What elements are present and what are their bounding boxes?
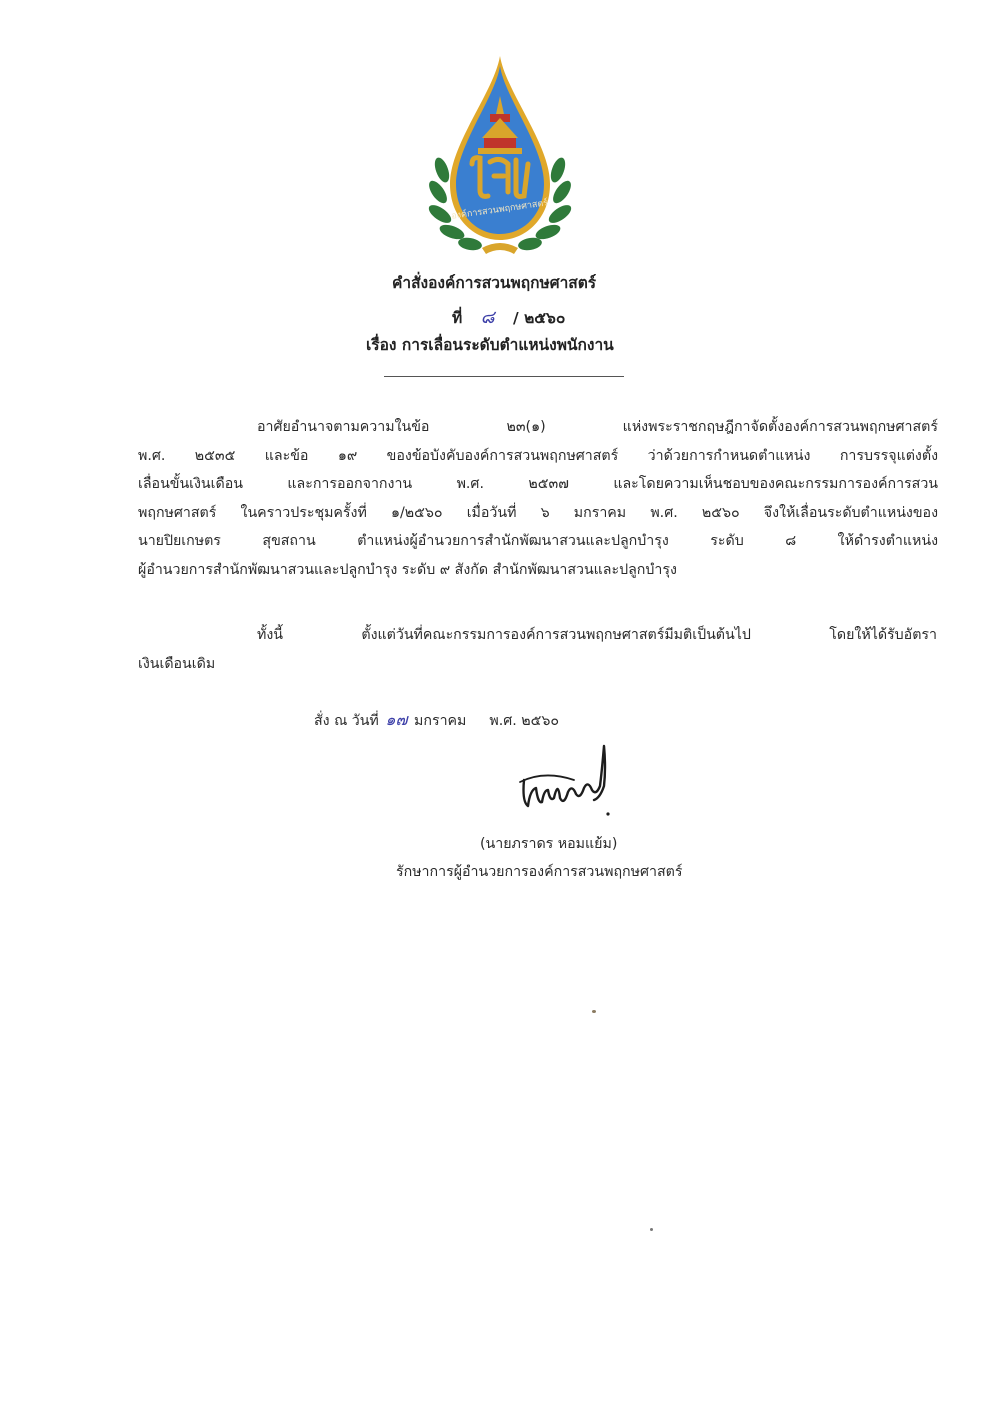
order-number-value: ๘ xyxy=(480,307,495,328)
paragraph-line: อาศัยอำนาจตามความในข้อ ๒๓(๑) แห่งพระราชกฤษฎีกาจัดตั้งองค์การสวนพฤกษศาสตร์ xyxy=(257,419,938,435)
paragraph-line: เลื่อนขั้นเงินเดือน และการออกจากงาน พ.ศ. ๒๕๓๗ และโดยความเห็นชอบของคณะกรรมการองค์การสวน xyxy=(138,476,938,493)
paragraph-line: เงินเดือนเดิม xyxy=(138,655,216,672)
date-month: มกราคม xyxy=(414,713,467,729)
paragraph-line: พฤกษศาสตร์ ในคราวประชุมครั้งที่ ๑/๒๕๖๐ เมื่อวันที่ ๖ มกราคม พ.ศ. ๒๕๖๐ จึงให้เลื่อนระดับตำแหน่งของ xyxy=(138,504,938,521)
date-prefix: สั่ง ณ วันที่ xyxy=(314,713,379,729)
scan-speck xyxy=(650,1228,653,1231)
emblem-text: องค์การสวนพฤกษศาสตร์ xyxy=(450,198,549,222)
order-date xyxy=(314,708,559,733)
royal-water-drop-emblem-icon xyxy=(424,52,576,256)
heading-divider xyxy=(384,376,624,377)
paragraph-line: พ.ศ. ๒๕๓๕ และข้อ ๑๙ ของข้อบังคับองค์การสวนพฤกษศาสตร์ ว่าด้วยการกำหนดตำแหน่ง การบรรจุแต่งตั้ง xyxy=(138,447,938,464)
handwritten-signature-icon xyxy=(514,740,626,822)
order-title: คำสั่งองค์การสวนพฤกษศาสตร์ xyxy=(392,274,597,292)
paragraph-line: นายปิยเกษตร สุขสถาน ตำแหน่งผู้อำนวยการสำนักพัฒนาสวนและปลูกบำรุง ระดับ ๘ ให้ดำรงตำแหน่ง xyxy=(138,533,938,550)
body-paragraph-2 xyxy=(138,621,938,678)
signer-title: รักษาการผู้อำนวยการองค์การสวนพฤกษศาสตร์ xyxy=(396,864,683,880)
order-subject: เรื่อง การเลื่อนระดับตำแหน่งพนักงาน xyxy=(366,336,614,354)
scan-speck xyxy=(592,1010,596,1013)
order-number-label: ที่ xyxy=(452,309,463,327)
date-year: พ.ศ. ๒๕๖๐ xyxy=(489,713,560,729)
order-number-year: / ๒๕๖๐ xyxy=(513,309,566,327)
date-day: ๑๗ xyxy=(385,710,408,729)
paragraph-line: ผู้อำนวยการสำนักพัฒนาสวนและปลูกบำรุง ระดับ ๙ สังกัด สำนักพัฒนาสวนและปลูกบำรุง xyxy=(138,561,677,578)
body-paragraph-1 xyxy=(138,413,938,585)
order-number-line xyxy=(452,302,565,331)
signer-name: (นายภราดร หอมแย้ม) xyxy=(480,836,618,852)
paragraph-line: ทั้งนี้ ตั้งแต่วันที่คณะกรรมการองค์การสวนพฤกษศาสตร์มีมติเป็นต้นไป โดยให้ได้รับอัตรา xyxy=(257,627,937,643)
